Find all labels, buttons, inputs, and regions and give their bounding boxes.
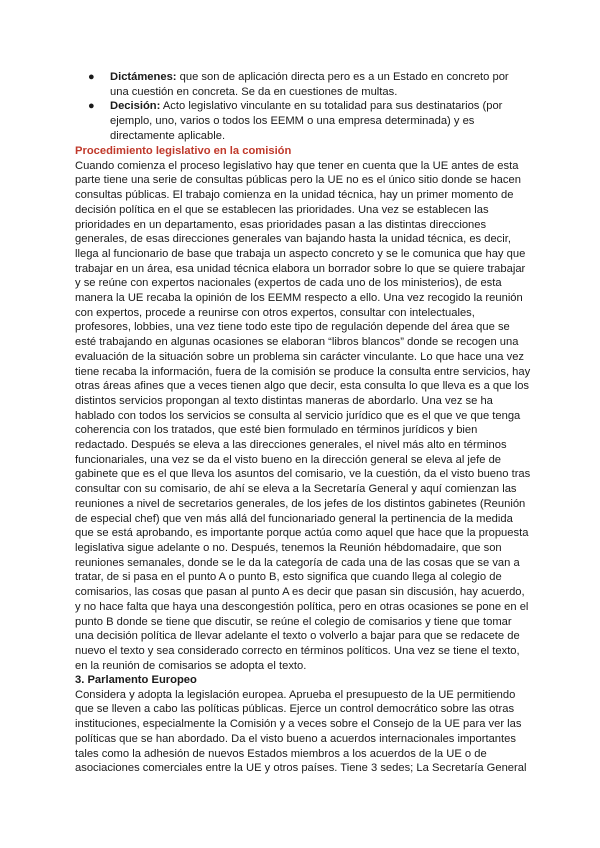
bullet-icon: ● bbox=[88, 100, 95, 113]
bullet-term: Decisión: bbox=[110, 100, 161, 113]
section-paragraph: Considera y adopta la legislación europea. Aprueba el presupuesto de la UE permitiendo que se lleven a cabo las políticas públicas. Ejerce un control democrático sobre las otras instituciones, especialmente la Comisión y a veces sobre el Consejo de la UE para ver las políticas que se han abordado. Da el visto bueno a acuerdos internacionales importantes tales como la adhesión de nuevos Estados miembros a los acuerdos de la UE o de asociaciones comerciales entre la UE y otros países. Tiene 3 sedes; La Secretaría General bbox=[75, 688, 527, 775]
bullet-text: Acto legislativo vinculante en su totalidad para sus destinatarios (por ejemplo, uno, varios o todos los EEMM o una empresa determinada) y es directamente aplicable. bbox=[110, 100, 503, 142]
bullet-icon: ● bbox=[88, 71, 95, 83]
section-heading: Procedimiento legislativo en la comisión bbox=[75, 145, 292, 157]
section-paragraph: Cuando comienza el proceso legislativo hay que tener en cuenta que la UE antes de esta parte tiene una serie de consultas públicas pero la UE no es el único sitio donde se hacen consultas públicas. El trabajo comienza en la unidad técnica, hay un primer momento de decisión política en el que se establecen las prioridades. Una vez se establecen las prioridades en un departamento, esas prioridades pasan a las distintas direcciones generales, de esas direcciones generales van bajando hasta la unidad técnica, es decir, llega al funcionario de base que trabaja un aspecto concreto y se le comunica que hay que trabajar en un área, esa unidad técnica elabora un borrador sobre lo que se quiere trabajar y se reúne con expertos nacionales (expertos de cada uno de los ministerios), de esta manera la UE recaba la opinión de los EEMM respecto a ello. Una vez recogido la reunión con expertos, procede a reunirse con otros expertos, consultar con intelectuales, profesores, lobbies, una vez tiene todo este tipo de regulación depende del área que se esté trabajando en algunas ocasiones se elaboran “libros blancos” donde se recogen una evaluación de la situación sobre un problema sin carácter vinculante. Lo que hace una vez tiene recaba la información, fuera de la comisión se produce la consulta entre servicios, hay otras áreas afines que a veces tienen algo que decir, esta consulta lo que lleva es a que los distintos servicios propongan al texto distintas maneras de abordarlo. Una vez se ha hablado con todos los servicios se consulta al servicio jurídico que es el que ve que tenga coherencia con los tratados, que esté bien formulado en términos jurídicos y bien redactado. Después se eleva a las direcciones generales, el nivel más alto en términos funcionariales, una vez se da el visto bueno en la dirección general se eleva al jefe de gabinete que es el que lleva los asuntos del comisario, ve la cuestión, da el visto bueno tras consultar con su comisario, de ahí se eleva a la Secretaría General y aquí comienzan las reuniones a nivel de secretarios generales, de los jefes de los distintos gabinetes (Reunión de especial chef) que ven más allá del funcionariado general la pertinencia de la medida que se está aprobando, es importante porque actúa como aquel que hace que la propuesta legislativa sigue adelante o no. Después, tenemos la Reunión hébdomadaire, que son reuniones semanales, donde se le da la categoría de cada una de las cosas que se van a tratar, de si pasa en el punto A o punto B, esto significa que cuando llega al colegio de comisarios, las cosas que pasan al punto A es decir que pasan sin discusión, hay acuerdo, y no hace falta que haya una descongestión política, pero en otras ocasiones se pone en el punto B donde se tiene que discutir, se reúne el colegio de comisarios y tiene que tomar una decisión política de llevar adelante el texto o volverlo a bajar para que se redacete de nuevo el texto y sea considerado correcto en términos políticos. Una vez se tiene el texto, en la reunión de comisarios se adopta el texto. bbox=[75, 159, 531, 672]
parliament-section bbox=[75, 673, 533, 776]
bullet-text: que son de aplicación directa pero es a un Estado en concreto por una cuestión en concreta. Se da en cuestiones de multas. bbox=[110, 71, 509, 98]
list-item bbox=[88, 99, 528, 143]
procedure-section bbox=[75, 144, 533, 673]
section-heading: 3. Parlamento Europeo bbox=[75, 674, 197, 686]
bullet-term: Dictámenes: bbox=[110, 71, 177, 83]
list-item bbox=[88, 70, 528, 99]
definition-bullet-list bbox=[88, 70, 528, 144]
